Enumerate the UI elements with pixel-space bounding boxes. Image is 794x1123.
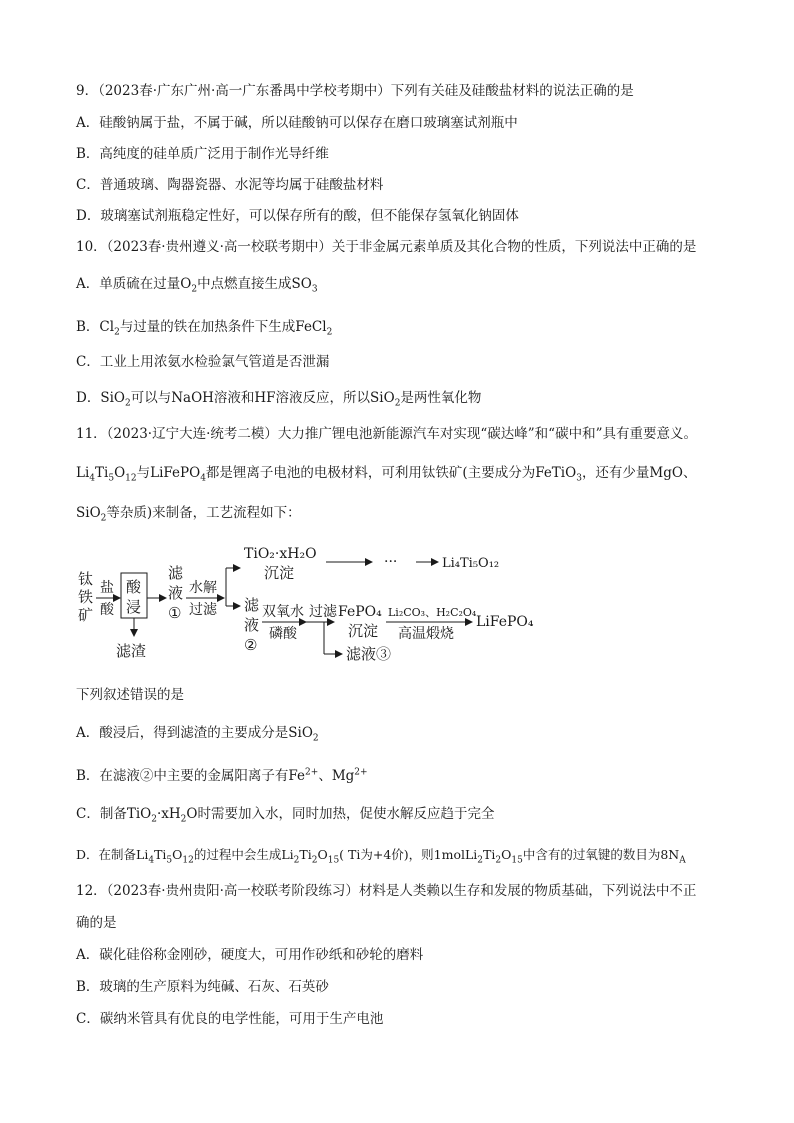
ore-label-2: 铁 <box>78 588 94 606</box>
q12-stem-line2: 确的是 <box>76 915 117 931</box>
filtrate2-label-2: 液 <box>244 616 260 634</box>
acid-label-1: 盐 <box>100 580 114 596</box>
q12-option-c: C．碳纳米管具有优良的电学性能，可用于生产电池 <box>76 1011 384 1027</box>
ore-label-1: 钛 <box>78 570 94 588</box>
q9-option-b: B．高纯度的硅单质广泛用于制作光导纤维 <box>76 146 329 162</box>
q11-lead: 下列叙述错误的是 <box>76 687 184 703</box>
q11-stem-line3: SiO$_2$等杂质)来制备，工艺流程如下： <box>76 505 301 524</box>
q10-option-b: B．$Cl_2$与过量的铁在加热条件下生成FeCl$_2$ <box>76 319 333 338</box>
leach-label-1: 酸 <box>126 578 142 596</box>
filtrate2-label-3: ② <box>244 636 258 654</box>
precipitate1-label: 沉淀 <box>264 564 295 582</box>
precipitate2-label: 沉淀 <box>348 622 379 640</box>
acid-label-2: 酸 <box>100 602 114 618</box>
product2-label: LiFePO₄ <box>476 614 534 630</box>
q10-option-a: A．单质硫在过量$O_2$中点燃直接生成$SO_3$ <box>76 276 318 295</box>
q9-option-c: C．普通玻璃、陶器瓷器、水泥等均属于硅酸盐材料 <box>76 177 384 193</box>
q9-option-a: A．硅酸钠属于盐，不属于碱，所以硅酸钠可以保存在磨口玻璃塞试剂瓶中 <box>76 115 518 131</box>
filtrate3-label: 滤液③ <box>346 645 392 663</box>
q11-option-c: C．制备$TiO_2\cdot xH_2O$时需要加入水，同时加热，促使水解反应趋于完全 <box>76 806 495 825</box>
filter-label-1: 过滤 <box>189 602 217 618</box>
filtrate2-label-1: 滤 <box>244 596 260 614</box>
q10-option-d: D．SiO$_2$可以与NaOH溶液和HF溶液反应，所以SiO$_2$是两性氧化物 <box>76 390 482 409</box>
q10-stem: 10．（2023春·贵州遵义·高一校联考期中）关于非金属元素单质及其化合物的性质，下列说法中正确的是 <box>76 239 697 255</box>
process-flow-diagram <box>76 540 556 665</box>
hydrolysis-label: 水解 <box>189 580 217 596</box>
ore-label-3: 矿 <box>78 606 94 624</box>
calcine-label: 高温煅烧 <box>398 626 454 642</box>
tio2-hydrate-label: TiO₂·xH₂O <box>244 546 317 562</box>
h3po4-label: 磷酸 <box>269 626 297 642</box>
q9-stem: 9．（2023春·广东广州·高一广东番禺中学校考期中）下列有关硅及硅酸盐材料的说法正确的是 <box>76 83 634 99</box>
q12-option-a: A．碳化硅俗称金刚砂，硬度大，可用作砂纸和砂轮的磨料 <box>76 947 424 963</box>
ellipsis-label: ··· <box>384 554 398 570</box>
leach-label-2: 浸 <box>126 598 142 616</box>
q10-option-c: C．工业上用浓氨水检验氯气管道是否泄漏 <box>76 354 330 370</box>
q11-option-b: B．在滤液②中主要的金属阳离子有$Fe^{2+}$、$Mg^{2+}$ <box>76 767 368 784</box>
q12-stem-line1: 12．（2023春·贵州贵阳·高一校联考阶段练习）材料是人类赖以生存和发展的物质基础，下列说法中不正 <box>76 883 697 899</box>
q11-option-a: A．酸浸后，得到滤渣的主要成分是SiO$_2$ <box>76 725 319 744</box>
reagents-label: Li₂CO₃、H₂C₂O₄ <box>388 606 477 619</box>
q11-stem-line1: 11．（2023·辽宁大连·统考二模）大力推广锂电池新能源汽车对实现“碳达峰”和“碳中和”具有重要意义。 <box>76 426 697 442</box>
filtrate1-label-3: ① <box>168 604 182 622</box>
q11-option-d: D．在制备$Li_4Ti_5O_{12}$的过程中会生成$Li_2Ti_2O_{15}$( Ti为+4价)，则$1molLi_2Ti_2O_{15}$中含有的过氧键的数目为$8N_A$ <box>76 847 686 866</box>
filter-label-2: 过滤 <box>309 604 337 620</box>
filtrate1-label-2: 液 <box>168 584 184 602</box>
q12-option-b: B．玻璃的生产原料为纯碱、石灰、石英砂 <box>76 979 329 995</box>
filtrate1-label-1: 滤 <box>168 564 184 582</box>
q11-stem-line2: $Li_4Ti_5O_{12}$与LiFePO$_4$都是锂离子电池的电极材料，可利用钛铁矿(主要成分为FeTiO$_3$，还有少量MgO、 <box>76 465 697 484</box>
q9-option-d: D．玻璃塞试剂瓶稳定性好，可以保存所有的酸，但不能保存氢氧化钠固体 <box>76 208 519 224</box>
fepo4-label: FePO₄ <box>338 604 382 620</box>
residue-label: 滤渣 <box>116 642 147 660</box>
h2o2-label: 双氧水 <box>262 604 304 620</box>
product1-label: Li₄Ti₅O₁₂ <box>442 556 500 571</box>
